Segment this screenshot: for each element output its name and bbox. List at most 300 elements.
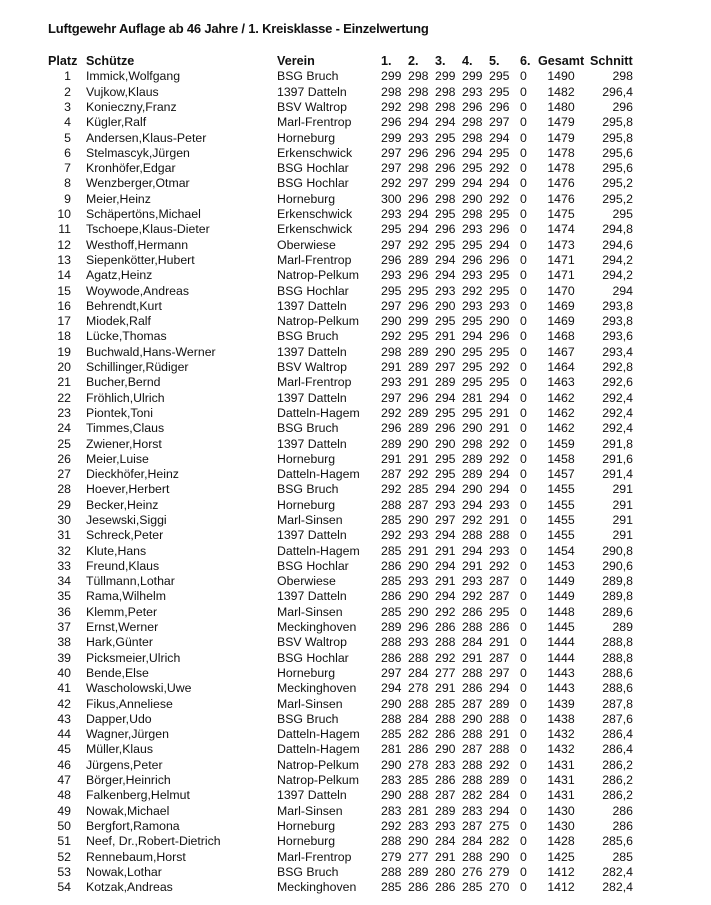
cell-serie-2: 291: [408, 451, 429, 466]
cell-serie-1: 285: [381, 880, 402, 895]
table-row: [0, 865, 711, 880]
cell-verein: BSG Bruch: [277, 69, 339, 84]
table-row: [0, 788, 711, 803]
cell-serie-6: 0: [520, 543, 527, 558]
cell-gesamt: 1459: [547, 436, 575, 451]
cell-gesamt: 1443: [547, 681, 575, 696]
cell-serie-2: 283: [408, 818, 429, 833]
cell-schnitt: 282,4: [602, 864, 633, 879]
cell-gesamt: 1449: [547, 574, 575, 589]
cell-platz: 35: [57, 589, 71, 604]
cell-schnitt: 289: [612, 620, 633, 635]
cell-serie-3: 286: [435, 620, 456, 635]
table-row: [0, 804, 711, 819]
cell-serie-3: 291: [435, 849, 456, 864]
cell-serie-1: 297: [381, 390, 402, 405]
cell-serie-5: 289: [489, 696, 510, 711]
cell-schuetze: Freund,Klaus: [86, 558, 160, 573]
cell-serie-1: 296: [381, 421, 402, 436]
cell-serie-6: 0: [520, 635, 527, 650]
cell-gesamt: 1445: [547, 620, 575, 635]
cell-gesamt: 1471: [547, 268, 575, 283]
cell-serie-5: 294: [489, 803, 510, 818]
header-serie-2: 2.: [408, 54, 419, 68]
cell-serie-6: 0: [520, 237, 527, 252]
cell-schnitt: 292,4: [602, 390, 633, 405]
table-row: [0, 391, 711, 406]
cell-serie-1: 286: [381, 650, 402, 665]
cell-verein: 1397 Datteln: [277, 436, 347, 451]
cell-schnitt: 294: [612, 283, 633, 298]
cell-serie-1: 285: [381, 543, 402, 558]
cell-verein: Natrop-Pelkum: [277, 268, 360, 283]
cell-serie-4: 294: [462, 176, 483, 191]
cell-platz: 20: [57, 360, 71, 375]
cell-serie-2: 286: [408, 880, 429, 895]
cell-schnitt: 286,4: [602, 727, 633, 742]
cell-serie-2: 290: [408, 589, 429, 604]
cell-schuetze: Neef, Dr.,Robert-Dietrich: [86, 834, 221, 849]
cell-serie-2: 293: [408, 635, 429, 650]
cell-gesamt: 1443: [547, 665, 575, 680]
cell-schuetze: Tüllmann,Lothar: [86, 574, 175, 589]
table-row: [0, 161, 711, 176]
cell-verein: Oberwiese: [277, 574, 336, 589]
table-row: [0, 712, 711, 727]
cell-gesamt: 1467: [547, 344, 575, 359]
cell-serie-1: 285: [381, 574, 402, 589]
cell-serie-2: 293: [408, 528, 429, 543]
header-serie-6: 6.: [520, 54, 531, 68]
cell-verein: Horneburg: [277, 497, 336, 512]
cell-serie-1: 299: [381, 69, 402, 84]
cell-serie-1: 291: [381, 451, 402, 466]
cell-serie-3: 296: [435, 421, 456, 436]
cell-schuetze: Dieckhöfer,Heinz: [86, 467, 179, 482]
cell-serie-1: 285: [381, 604, 402, 619]
cell-serie-5: 279: [489, 864, 510, 879]
header-verein: Verein: [277, 54, 315, 68]
cell-serie-5: 287: [489, 589, 510, 604]
cell-serie-2: 296: [408, 145, 429, 160]
cell-serie-6: 0: [520, 390, 527, 405]
cell-schnitt: 290,8: [602, 543, 633, 558]
cell-serie-3: 295: [435, 237, 456, 252]
cell-schnitt: 288,8: [602, 650, 633, 665]
cell-serie-2: 289: [408, 421, 429, 436]
cell-serie-1: 298: [381, 344, 402, 359]
cell-platz: 39: [57, 650, 71, 665]
cell-schuetze: Schreck,Peter: [86, 528, 164, 543]
cell-serie-2: 285: [408, 773, 429, 788]
cell-gesamt: 1470: [547, 283, 575, 298]
cell-serie-2: 293: [408, 574, 429, 589]
cell-serie-1: 300: [381, 191, 402, 206]
cell-serie-6: 0: [520, 727, 527, 742]
cell-gesamt: 1469: [547, 298, 575, 313]
cell-serie-2: 298: [408, 99, 429, 114]
cell-serie-6: 0: [520, 344, 527, 359]
cell-serie-3: 295: [435, 467, 456, 482]
cell-platz: 12: [57, 237, 71, 252]
cell-verein: 1397 Datteln: [277, 788, 347, 803]
cell-schuetze: Hark,Günter: [86, 635, 153, 650]
cell-schuetze: Jesewski,Siggi: [86, 513, 167, 527]
cell-serie-4: 288: [462, 757, 483, 772]
cell-serie-5: 275: [489, 818, 510, 833]
table-row: [0, 467, 711, 482]
cell-gesamt: 1425: [547, 849, 575, 864]
cell-verein: Meckinghoven: [277, 620, 357, 635]
cell-serie-4: 294: [462, 543, 483, 558]
cell-serie-4: 298: [462, 115, 483, 130]
cell-platz: 19: [57, 344, 71, 359]
cell-serie-5: 295: [489, 268, 510, 283]
cell-serie-6: 0: [520, 252, 527, 267]
cell-gesamt: 1476: [547, 176, 575, 191]
cell-schnitt: 295,2: [602, 191, 633, 206]
cell-serie-1: 299: [381, 130, 402, 145]
cell-gesamt: 1480: [547, 99, 575, 114]
cell-serie-5: 290: [489, 314, 510, 329]
cell-verein: 1397 Datteln: [277, 84, 347, 99]
cell-gesamt: 1439: [547, 696, 575, 711]
cell-serie-1: 285: [381, 513, 402, 527]
cell-gesamt: 1462: [547, 405, 575, 420]
cell-gesamt: 1432: [547, 727, 575, 742]
cell-schnitt: 292,4: [602, 405, 633, 420]
header-schnitt: Schnitt: [590, 54, 633, 68]
cell-serie-1: 279: [381, 849, 402, 864]
cell-schnitt: 295,6: [602, 161, 633, 176]
cell-platz: 13: [57, 252, 71, 267]
table-row: [0, 314, 711, 329]
cell-serie-6: 0: [520, 405, 527, 420]
cell-serie-5: 295: [489, 283, 510, 298]
cell-verein: BSG Bruch: [277, 864, 339, 879]
cell-serie-2: 293: [408, 130, 429, 145]
cell-serie-5: 296: [489, 252, 510, 267]
cell-schnitt: 295,8: [602, 115, 633, 130]
cell-platz: 18: [57, 329, 71, 344]
cell-schnitt: 293,8: [602, 298, 633, 313]
table-header-row: [0, 53, 711, 69]
cell-serie-3: 299: [435, 69, 456, 84]
cell-verein: Marl-Sinsen: [277, 803, 343, 818]
cell-schnitt: 292,6: [602, 375, 633, 390]
cell-serie-4: 294: [462, 497, 483, 512]
cell-platz: 3: [64, 99, 71, 114]
cell-verein: BSG Hochlar: [277, 558, 349, 573]
cell-serie-6: 0: [520, 207, 527, 222]
cell-verein: Horneburg: [277, 665, 336, 680]
cell-gesamt: 1412: [547, 880, 575, 895]
cell-gesamt: 1462: [547, 421, 575, 436]
cell-serie-3: 277: [435, 665, 456, 680]
cell-serie-4: 291: [462, 650, 483, 665]
cell-serie-4: 298: [462, 207, 483, 222]
cell-serie-6: 0: [520, 864, 527, 879]
cell-serie-4: 292: [462, 513, 483, 527]
cell-schnitt: 286,2: [602, 757, 633, 772]
cell-serie-3: 298: [435, 191, 456, 206]
cell-platz: 41: [57, 681, 71, 696]
cell-serie-4: 293: [462, 574, 483, 589]
cell-serie-4: 294: [462, 329, 483, 344]
cell-gesamt: 1431: [547, 788, 575, 803]
cell-serie-1: 291: [381, 360, 402, 375]
cell-gesamt: 1431: [547, 757, 575, 772]
cell-verein: Horneburg: [277, 818, 336, 833]
table-row: [0, 360, 711, 375]
cell-serie-6: 0: [520, 298, 527, 313]
cell-serie-5: 294: [489, 237, 510, 252]
cell-serie-5: 297: [489, 115, 510, 130]
table-row: [0, 345, 711, 360]
cell-serie-3: 295: [435, 207, 456, 222]
header-serie-3: 3.: [435, 54, 446, 68]
cell-gesamt: 1471: [547, 252, 575, 267]
table-row: [0, 742, 711, 757]
cell-serie-3: 296: [435, 145, 456, 160]
cell-serie-5: 282: [489, 834, 510, 849]
cell-platz: 21: [57, 375, 71, 390]
cell-serie-2: 277: [408, 849, 429, 864]
table-row: [0, 268, 711, 283]
cell-serie-6: 0: [520, 681, 527, 696]
cell-serie-4: 288: [462, 849, 483, 864]
cell-verein: Marl-Frentrop: [277, 375, 352, 390]
cell-serie-4: 295: [462, 344, 483, 359]
cell-verein: BSG Bruch: [277, 421, 339, 436]
cell-serie-4: 290: [462, 711, 483, 726]
cell-serie-6: 0: [520, 99, 527, 114]
cell-serie-6: 0: [520, 268, 527, 283]
cell-platz: 30: [57, 513, 71, 527]
cell-serie-2: 288: [408, 650, 429, 665]
cell-serie-3: 286: [435, 727, 456, 742]
cell-schuetze: Kotzak,Andreas: [86, 880, 173, 895]
cell-serie-2: 294: [408, 222, 429, 237]
cell-schnitt: 287,8: [602, 696, 633, 711]
cell-schuetze: Konieczny,Franz: [86, 99, 177, 114]
cell-verein: Marl-Sinsen: [277, 513, 343, 527]
cell-serie-2: 299: [408, 314, 429, 329]
cell-serie-6: 0: [520, 451, 527, 466]
cell-serie-4: 276: [462, 864, 483, 879]
cell-serie-6: 0: [520, 818, 527, 833]
cell-serie-6: 0: [520, 650, 527, 665]
cell-serie-6: 0: [520, 589, 527, 604]
cell-serie-5: 291: [489, 421, 510, 436]
cell-serie-2: 295: [408, 283, 429, 298]
table-row: [0, 375, 711, 390]
cell-serie-5: 291: [489, 405, 510, 420]
cell-serie-2: 295: [408, 329, 429, 344]
table-row: [0, 513, 711, 528]
cell-serie-2: 289: [408, 360, 429, 375]
cell-schuetze: Woywode,Andreas: [86, 283, 189, 298]
cell-verein: Datteln-Hagem: [277, 543, 360, 558]
cell-serie-6: 0: [520, 222, 527, 237]
cell-platz: 29: [57, 497, 71, 512]
cell-serie-3: 298: [435, 84, 456, 99]
cell-verein: Datteln-Hagem: [277, 727, 360, 742]
cell-serie-6: 0: [520, 665, 527, 680]
cell-schnitt: 296,4: [602, 84, 633, 99]
cell-serie-6: 0: [520, 436, 527, 451]
cell-schuetze: Meier,Luise: [86, 451, 149, 466]
cell-serie-6: 0: [520, 849, 527, 864]
table-row: [0, 819, 711, 834]
table-row: [0, 727, 711, 742]
cell-serie-4: 298: [462, 436, 483, 451]
cell-serie-1: 297: [381, 145, 402, 160]
cell-serie-4: 293: [462, 298, 483, 313]
cell-serie-4: 281: [462, 390, 483, 405]
cell-serie-5: 292: [489, 161, 510, 176]
cell-serie-1: 293: [381, 268, 402, 283]
cell-platz: 4: [64, 115, 71, 130]
cell-platz: 43: [57, 711, 71, 726]
cell-serie-1: 296: [381, 252, 402, 267]
table-row: [0, 115, 711, 130]
cell-serie-4: 283: [462, 803, 483, 818]
cell-serie-2: 287: [408, 497, 429, 512]
cell-serie-1: 293: [381, 375, 402, 390]
cell-verein: BSG Bruch: [277, 482, 339, 497]
cell-verein: Horneburg: [277, 451, 336, 466]
cell-serie-3: 294: [435, 115, 456, 130]
cell-serie-2: 298: [408, 69, 429, 84]
cell-schuetze: Müller,Klaus: [86, 742, 153, 757]
cell-gesamt: 1431: [547, 773, 575, 788]
cell-serie-5: 289: [489, 773, 510, 788]
cell-serie-3: 289: [435, 375, 456, 390]
cell-platz: 36: [57, 604, 71, 619]
cell-serie-4: 287: [462, 742, 483, 757]
cell-schnitt: 286,2: [602, 788, 633, 803]
cell-serie-6: 0: [520, 375, 527, 390]
cell-serie-1: 294: [381, 681, 402, 696]
cell-platz: 33: [57, 558, 71, 573]
cell-serie-2: 289: [408, 864, 429, 879]
cell-gesamt: 1474: [547, 222, 575, 237]
cell-verein: 1397 Datteln: [277, 298, 347, 313]
cell-serie-2: 284: [408, 711, 429, 726]
cell-gesamt: 1462: [547, 390, 575, 405]
cell-serie-5: 294: [489, 130, 510, 145]
cell-schnitt: 291,4: [602, 467, 633, 482]
cell-serie-3: 280: [435, 864, 456, 879]
cell-serie-1: 288: [381, 635, 402, 650]
header-schuetze: Schütze: [86, 54, 135, 68]
cell-serie-4: 295: [462, 237, 483, 252]
cell-serie-6: 0: [520, 788, 527, 803]
cell-serie-5: 295: [489, 69, 510, 84]
cell-serie-3: 297: [435, 360, 456, 375]
cell-serie-3: 286: [435, 880, 456, 895]
cell-serie-5: 295: [489, 375, 510, 390]
cell-verein: Horneburg: [277, 130, 336, 145]
cell-serie-5: 291: [489, 727, 510, 742]
cell-serie-4: 288: [462, 773, 483, 788]
cell-serie-3: 292: [435, 604, 456, 619]
cell-platz: 14: [57, 268, 71, 283]
cell-platz: 23: [57, 405, 71, 420]
cell-serie-3: 290: [435, 436, 456, 451]
cell-platz: 16: [57, 298, 71, 313]
cell-gesamt: 1478: [547, 145, 575, 160]
cell-verein: Marl-Sinsen: [277, 604, 343, 619]
cell-schuetze: Timmes,Claus: [86, 421, 165, 436]
cell-schuetze: Kronhöfer,Edgar: [86, 161, 176, 176]
table-row: [0, 85, 711, 100]
table-row: [0, 651, 711, 666]
cell-schnitt: 295,8: [602, 130, 633, 145]
cell-platz: 32: [57, 543, 71, 558]
cell-serie-3: 299: [435, 176, 456, 191]
cell-serie-2: 289: [408, 344, 429, 359]
cell-serie-1: 287: [381, 467, 402, 482]
cell-serie-2: 298: [408, 84, 429, 99]
cell-schnitt: 294,6: [602, 237, 633, 252]
cell-serie-5: 286: [489, 620, 510, 635]
cell-gesamt: 1412: [547, 864, 575, 879]
cell-serie-4: 295: [462, 314, 483, 329]
cell-schnitt: 285,6: [602, 834, 633, 849]
cell-platz: 46: [57, 757, 71, 772]
cell-platz: 34: [57, 574, 71, 589]
cell-schnitt: 289,6: [602, 604, 633, 619]
cell-serie-5: 294: [489, 681, 510, 696]
cell-platz: 11: [58, 222, 71, 237]
cell-serie-1: 292: [381, 405, 402, 420]
cell-schuetze: Vujkow,Klaus: [86, 84, 159, 99]
cell-serie-4: 284: [462, 635, 483, 650]
cell-platz: 47: [57, 773, 71, 788]
cell-serie-6: 0: [520, 283, 527, 298]
table-row: [0, 697, 711, 712]
cell-platz: 7: [64, 161, 71, 176]
cell-serie-6: 0: [520, 176, 527, 191]
cell-schnitt: 291: [612, 497, 633, 512]
cell-verein: Marl-Frentrop: [277, 849, 352, 864]
cell-serie-5: 294: [489, 482, 510, 497]
header-serie-4: 4.: [462, 54, 473, 68]
cell-serie-4: 299: [462, 69, 483, 84]
cell-serie-2: 290: [408, 604, 429, 619]
cell-schuetze: Agatz,Heinz: [86, 268, 153, 283]
cell-gesamt: 1476: [547, 191, 575, 206]
cell-serie-4: 292: [462, 283, 483, 298]
cell-serie-1: 292: [381, 176, 402, 191]
cell-serie-1: 290: [381, 757, 402, 772]
cell-verein: Oberwiese: [277, 237, 336, 252]
table-row: [0, 421, 711, 436]
cell-verein: BSG Bruch: [277, 711, 339, 726]
header-serie-1: 1.: [381, 54, 392, 68]
cell-serie-5: 294: [489, 390, 510, 405]
header-platz: Platz: [48, 54, 78, 68]
cell-serie-6: 0: [520, 161, 527, 176]
cell-schuetze: Schillinger,Rüdiger: [86, 360, 189, 375]
cell-serie-2: 297: [408, 176, 429, 191]
cell-serie-6: 0: [520, 742, 527, 757]
cell-platz: 24: [57, 421, 71, 436]
cell-serie-5: 296: [489, 99, 510, 114]
cell-schuetze: Stelmascyk,Jürgen: [86, 145, 190, 160]
